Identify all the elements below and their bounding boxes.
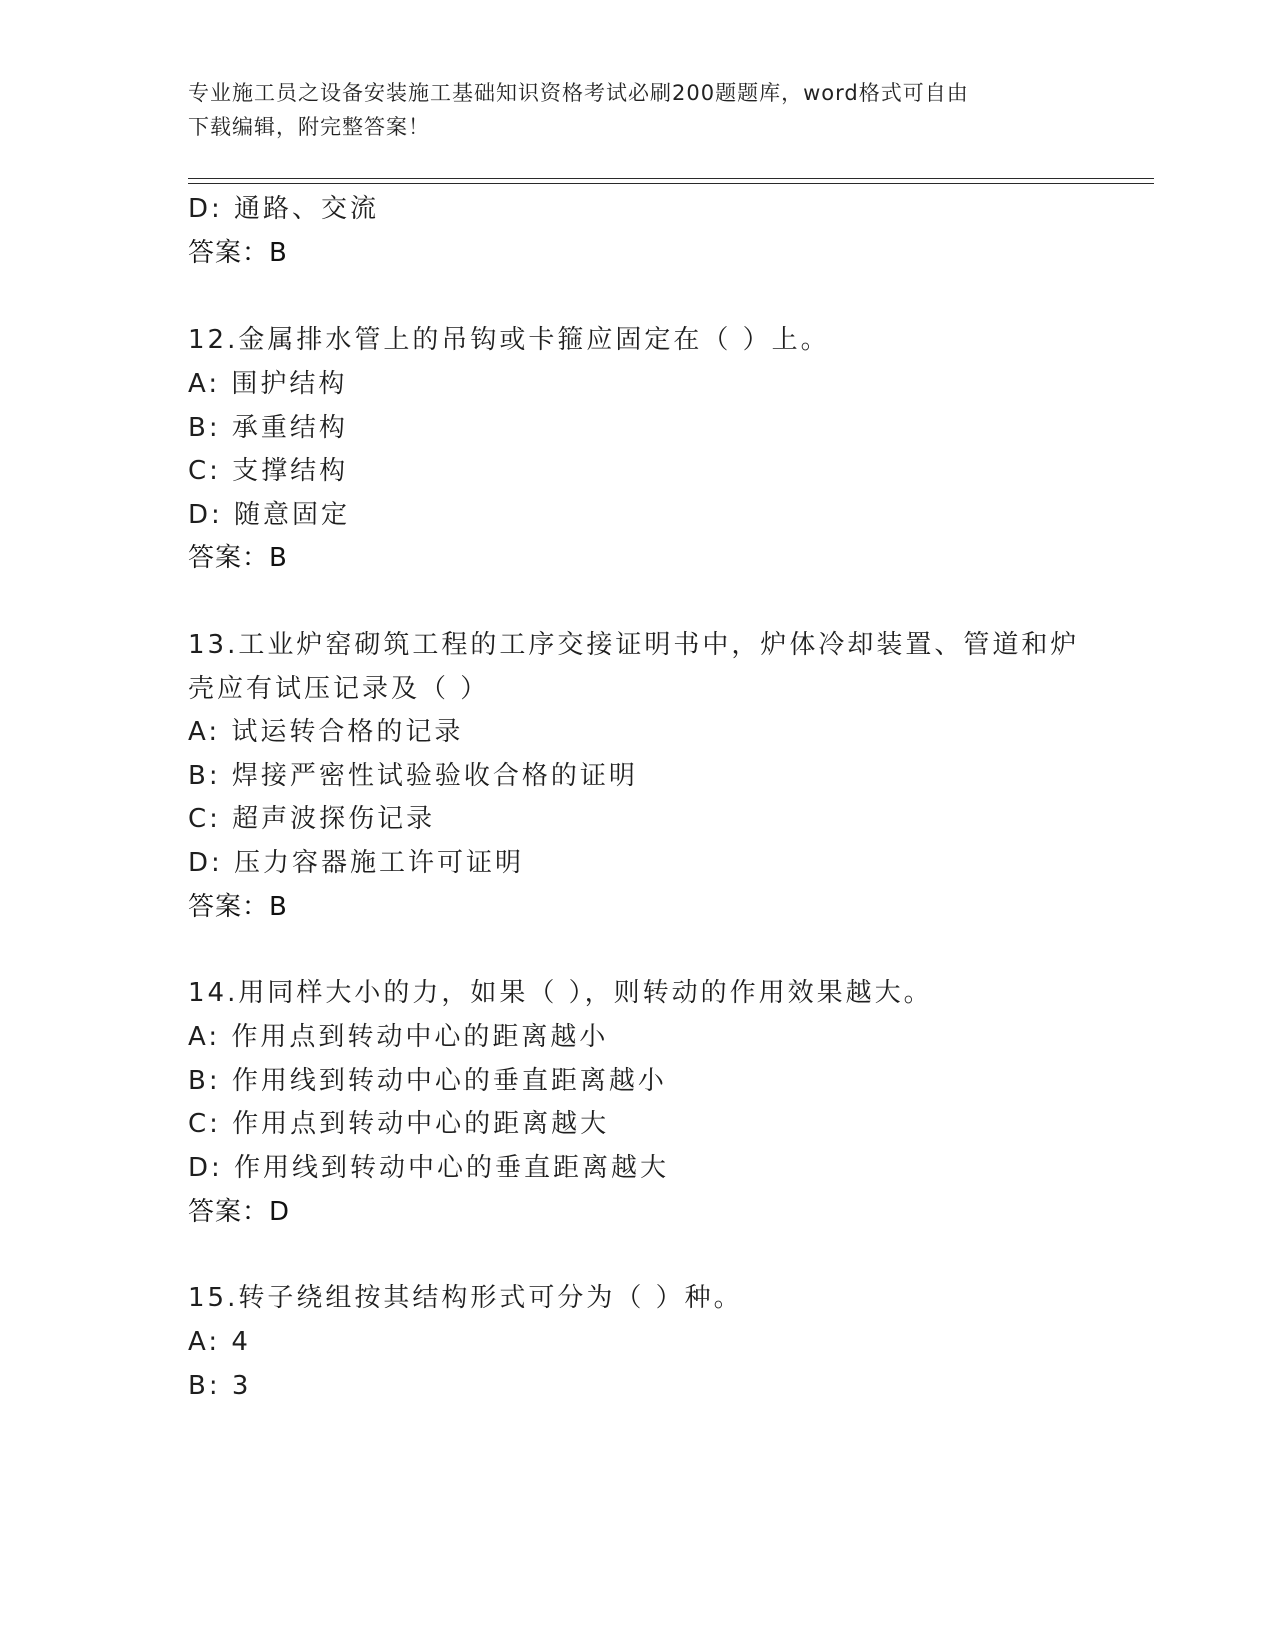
question-14-option-a: A: 作用点到转动中心的距离越小	[188, 1022, 609, 1052]
question-12-answer: 答案：B	[188, 543, 288, 573]
question-14-answer: 答案：D	[188, 1197, 291, 1227]
question-14-option-b: B: 作用线到转动中心的垂直距离越小	[188, 1066, 667, 1096]
question-13-stem-line-1: 13.工业炉窑砌筑工程的工序交接证明书中，炉体冷却装置、管道和炉	[188, 630, 1080, 660]
option-d: D: 通路、交流	[188, 194, 380, 224]
question-13-answer: 答案：B	[188, 892, 288, 922]
question-12-option-a: A: 围护结构	[188, 369, 348, 399]
question-12-option-b: B: 承重结构	[188, 413, 348, 443]
question-13-stem-line-2: 壳应有试压记录及（ ）	[188, 674, 490, 704]
question-13-option-c: C: 超声波探伤记录	[188, 804, 436, 834]
question-15-stem: 15.转子绕组按其结构形式可分为（ ）种。	[188, 1283, 743, 1313]
question-12-option-d: D: 随意固定	[188, 500, 351, 530]
question-13-option-d: D: 压力容器施工许可证明	[188, 848, 525, 878]
header-divider-bottom	[188, 183, 1154, 184]
question-15-option-a: A: 4	[188, 1327, 251, 1357]
answer: 答案：B	[188, 238, 288, 268]
question-14-option-c: C: 作用点到转动中心的距离越大	[188, 1109, 610, 1139]
question-13-option-a: A: 试运转合格的记录	[188, 717, 464, 747]
question-12-stem: 12.金属排水管上的吊钩或卡箍应固定在（ ）上。	[188, 325, 830, 355]
header-line-2: 下载编辑，附完整答案！	[188, 115, 430, 139]
question-14-option-d: D: 作用线到转动中心的垂直距离越大	[188, 1153, 670, 1183]
document-header	[188, 76, 1088, 144]
question-14-stem: 14.用同样大小的力，如果（ ），则转动的作用效果越大。	[188, 978, 933, 1008]
question-12-option-c: C: 支撑结构	[188, 456, 349, 486]
header-line-1: 专业施工员之设备安装施工基础知识资格考试必刷200题题库，word格式可自由	[188, 81, 969, 105]
header-divider-top	[188, 178, 1154, 179]
question-13-option-b: B: 焊接严密性试验验收合格的证明	[188, 761, 638, 791]
question-15-option-b: B: 3	[188, 1371, 252, 1401]
